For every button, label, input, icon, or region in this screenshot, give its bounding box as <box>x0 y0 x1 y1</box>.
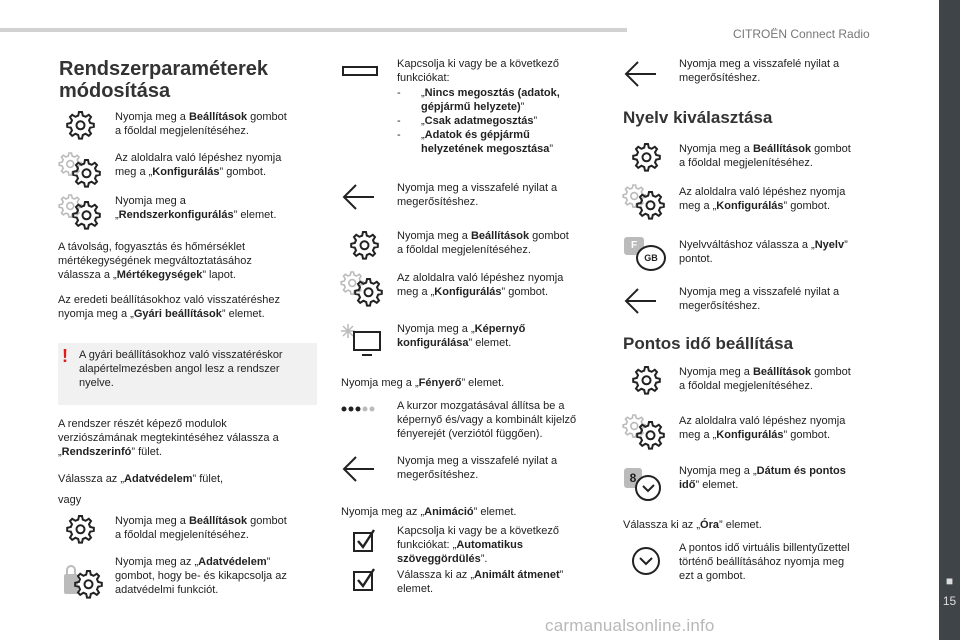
paragraph-units: A távolság, fogyasztás és hőmérséklet mértékegységének megváltoztatásához válassza a „Mértékegységek” lapot. <box>58 241 252 281</box>
brand-label: CITROËN Connect Radio <box>733 27 870 41</box>
gear-icon <box>632 366 662 396</box>
section-title-time: Pontos idő beállítása <box>623 334 794 353</box>
step-virtual-keyboard: A pontos idő virtuális billentyűzettel történő beállításához nyomja meg ezt a gombot. <box>679 542 850 582</box>
sharing-options <box>397 86 597 156</box>
step-back-1: Nyomja meg a visszafelé nyilat a megerősítéshez. <box>397 182 558 208</box>
step-privacy: Nyomja meg az „Adatvédelem” gombot, hogy be- és kikapcsolja az adatvédelmi funkciót. <box>115 556 287 596</box>
warning-text: A gyári beállításokhoz való visszatéréskor alapértelmezésben angol lesz a rendszer nyelve. <box>79 349 283 389</box>
paragraph-or: vagy <box>58 494 82 506</box>
header-rule <box>0 28 627 32</box>
chevron-circle-icon <box>630 545 662 577</box>
warning-icon: ! <box>62 346 68 366</box>
back-arrow-icon <box>624 60 660 90</box>
toggle-bar-icon <box>341 64 381 80</box>
step-settings-4: Nyomja meg a Beállítások gombot a főoldal megjelenítéséhez. <box>679 143 851 169</box>
paragraph-sysinfo: A rendszer részét képező modulok verziószámának megtekintéséhez válassza a „Rendszerinfó” fület. <box>58 418 279 458</box>
privacy-lock-icon <box>60 562 104 602</box>
gear-config-icon <box>58 194 102 230</box>
gear-config-icon <box>622 414 666 450</box>
section-title-language: Nyelv kiválasztása <box>623 108 773 127</box>
step-settings-3: Nyomja meg a Beállítások gombot a főoldal megjelenítéséhez. <box>397 230 569 256</box>
paragraph-clock: Válassza ki az „Óra” elemet. <box>623 519 762 531</box>
language-f-badge: F <box>624 237 644 255</box>
screen-config-icon <box>340 322 384 358</box>
step-settings-5: Nyomja meg a Beállítások gombot a főoldal megjelenítéséhez. <box>679 366 851 392</box>
paragraph-animation: Nyomja meg az „Animáció” elemet. <box>341 506 517 518</box>
date-time-icon <box>624 466 668 502</box>
section-title-system: Rendszerparaméterek módosítása <box>59 58 268 102</box>
gear-config-icon <box>58 152 102 188</box>
option-data-only: - „Csak adatmegosztás” <box>397 115 538 127</box>
clock-icon <box>634 474 664 502</box>
watermark: carmanualsonline.info <box>545 616 715 635</box>
step-transition: Válassza ki az „Animált átmenet” elemet. <box>397 569 564 595</box>
digit-badge: 8 <box>624 468 642 488</box>
step-settings: Nyomja meg a Beállítások gombot a főoldal megjelenítéséhez. <box>115 111 287 137</box>
gear-icon <box>66 515 96 545</box>
toggle-functions: Kapcsolja ki vagy be a következő funkciókat: <box>397 58 560 84</box>
step-cursor: A kurzor mozgatásával állítsa be a képernyő és/vagy a kombinált kijelző fényerejét (verziótól függően). <box>397 400 577 440</box>
step-config-2: Az aloldalra való lépéshez nyomja meg a „Konfigurálás” gombot. <box>397 272 564 298</box>
paragraph-factory: Az eredeti beállításokhoz való visszatéréshez nyomja meg a „Gyári beállítások” elemet. <box>58 294 280 320</box>
checkbox-icon <box>352 527 378 553</box>
brightness-slider-icon <box>338 403 382 415</box>
step-settings-2: Nyomja meg a Beállítások gombot a főoldal megjelenítéséhez. <box>115 515 287 541</box>
step-config-3: Az aloldalra való lépéshez nyomja meg a „Konfigurálás” gombot. <box>679 186 846 212</box>
step-screen-config: Nyomja meg a „Képernyő konfigurálása” elemet. <box>397 323 526 349</box>
paragraph-brightness: Nyomja meg a „Fényerő” elemet. <box>341 377 505 389</box>
option-no-sharing: - „Nincs megosztás (adatok, gépjármű helyzete)” <box>397 87 560 113</box>
paragraph-privacy-tab: Válassza az „Adatvédelem” fület, <box>58 473 224 485</box>
step-date-time: Nyomja meg a „Dátum és pontos idő” elemet. <box>679 465 846 491</box>
step-config-4: Az aloldalra való lépéshez nyomja meg a „Konfigurálás” gombot. <box>679 415 846 441</box>
gear-config-icon <box>340 271 384 307</box>
language-icon <box>624 237 668 273</box>
back-arrow-icon <box>624 287 660 317</box>
step-back-4: Nyomja meg a visszafelé nyilat a megerősítéshez. <box>679 286 840 312</box>
option-data-position: - „Adatok és gépjármű helyzetének megosztása” <box>397 129 554 155</box>
checkbox-icon <box>352 566 378 592</box>
step-language: Nyelvváltáshoz válassza a „Nyelv” pontot. <box>679 239 848 265</box>
gear-icon <box>66 111 96 141</box>
language-gb-badge: GB <box>636 245 666 271</box>
back-arrow-icon <box>342 455 378 485</box>
gear-config-icon <box>622 184 666 220</box>
gear-icon <box>632 143 662 173</box>
gear-icon <box>350 231 380 261</box>
page-sidebar <box>939 0 960 640</box>
back-arrow-icon <box>342 183 378 213</box>
step-config: Az aloldalra való lépéshez nyomja meg a „Konfigurálás” gombot. <box>115 152 282 178</box>
page-number: 15 <box>942 594 957 608</box>
step-autoscroll: Kapcsolja ki vagy be a következő funkciókat: „Automatikus szöveggördülés”. <box>397 525 560 565</box>
page-dot: ■ <box>945 574 954 588</box>
step-system-config: Nyomja meg a „Rendszerkonfigurálás” elemet. <box>115 195 277 221</box>
step-back-2: Nyomja meg a visszafelé nyilat a megerősítéshez. <box>397 455 558 481</box>
step-back-3: Nyomja meg a visszafelé nyilat a megerősítéshez. <box>679 58 840 84</box>
